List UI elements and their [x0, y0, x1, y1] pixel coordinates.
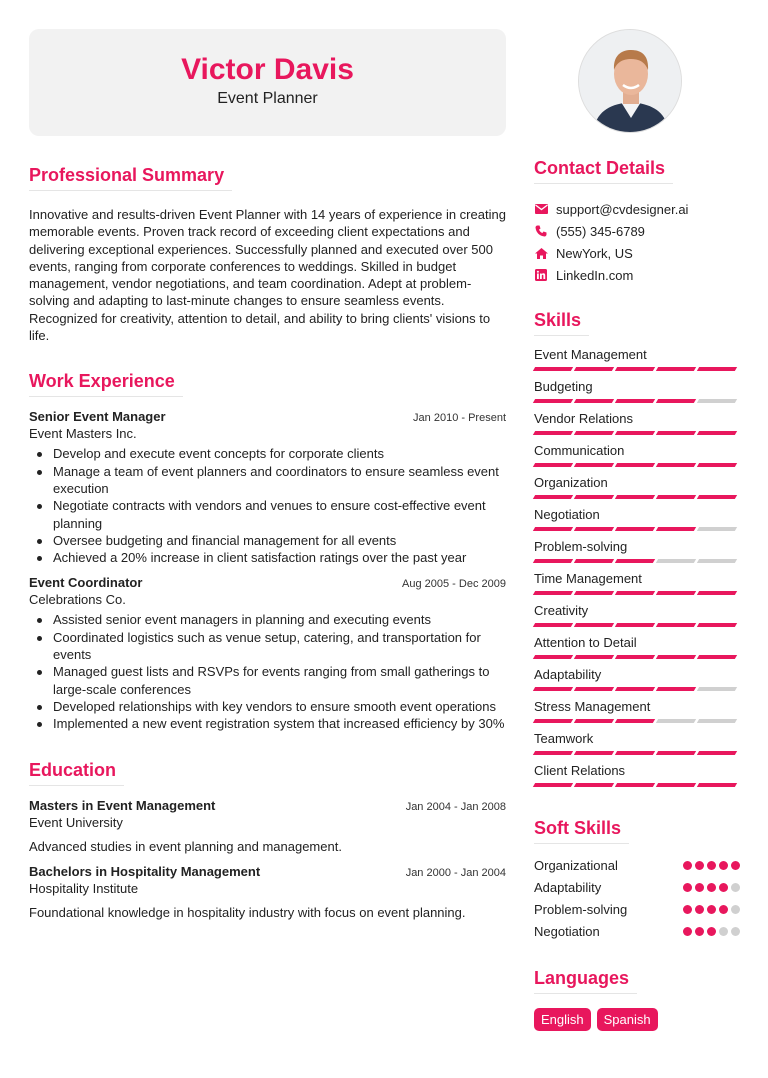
contact-list	[534, 198, 740, 286]
skill-level-segment	[697, 367, 737, 371]
skill-level-segment	[533, 655, 573, 659]
skill-level-segment	[574, 559, 614, 563]
contact-heading: Contact Details	[534, 158, 673, 184]
skill-level-segment	[656, 527, 696, 531]
job-company: Event Masters Inc.	[29, 426, 137, 442]
linkedin-icon	[534, 268, 548, 282]
skill-level-segment	[615, 783, 655, 787]
skill-level-segment	[656, 751, 696, 755]
skill-level-segment	[615, 463, 655, 467]
avatar-icon	[579, 30, 682, 133]
skill-label: Creativity	[534, 603, 589, 618]
job-entry	[29, 575, 506, 732]
skill-level-segment	[656, 719, 696, 723]
soft-skills-heading: Soft Skills	[534, 818, 629, 844]
skills-heading: Skills	[534, 310, 589, 336]
skill-level-segment	[656, 559, 696, 563]
soft-skill-rating	[683, 905, 740, 914]
soft-skill-item	[534, 876, 740, 898]
skill-item	[534, 666, 740, 698]
skill-label: Client Relations	[534, 763, 626, 778]
skills-list	[534, 346, 740, 794]
rating-dot	[707, 905, 716, 914]
location-text: NewYork, US	[556, 245, 633, 261]
skill-level-segment	[615, 527, 655, 531]
languages-list	[534, 1008, 740, 1031]
skill-level-bar	[534, 719, 740, 723]
skill-item	[534, 570, 740, 602]
skill-item	[534, 698, 740, 730]
skill-level-segment	[533, 591, 573, 595]
experience-heading: Work Experience	[29, 371, 183, 397]
skill-level-segment	[574, 655, 614, 659]
skill-label: Time Management	[534, 571, 642, 586]
soft-skill-label: Negotiation	[534, 923, 600, 939]
skill-level-segment	[697, 783, 737, 787]
skill-item	[534, 730, 740, 762]
skill-label: Teamwork	[534, 731, 594, 746]
skill-level-segment	[697, 751, 737, 755]
rating-dot	[707, 927, 716, 936]
skill-level-segment	[697, 495, 737, 499]
school: Event University	[29, 814, 123, 830]
skill-level-segment	[697, 399, 737, 403]
skill-level-bar	[534, 399, 740, 403]
list-item: Negotiate contracts with vendors and venues to ensure cost-effective event planning	[29, 497, 506, 532]
degree: Bachelors in Hospitality Management	[29, 863, 261, 879]
phone-icon	[534, 224, 548, 238]
skill-level-segment	[533, 719, 573, 723]
skill-level-segment	[697, 719, 737, 723]
skill-level-segment	[574, 751, 614, 755]
skill-level-bar	[534, 591, 740, 595]
rating-dot	[695, 927, 704, 936]
skill-label: Stress Management	[534, 699, 651, 714]
header-card	[29, 29, 506, 136]
list-item: Coordinated logistics such as venue setup, catering, and transportation for events	[29, 629, 506, 664]
job-title: Senior Event Manager	[29, 409, 166, 425]
skill-level-bar	[534, 431, 740, 435]
job-date: Aug 2005 - Dec 2009	[402, 578, 506, 591]
skill-level-bar	[534, 623, 740, 627]
skill-level-segment	[615, 431, 655, 435]
contact-location	[534, 242, 740, 264]
linkedin-text: LinkedIn.com	[556, 267, 634, 283]
list-item: Develop and execute event concepts for corporate clients	[29, 445, 506, 462]
language-tag: Spanish	[597, 1008, 658, 1031]
skill-item	[534, 378, 740, 410]
education-heading: Education	[29, 760, 124, 786]
skill-level-segment	[656, 463, 696, 467]
skill-level-segment	[533, 367, 573, 371]
skill-level-segment	[656, 623, 696, 627]
skill-level-segment	[533, 527, 573, 531]
skill-level-segment	[574, 591, 614, 595]
skill-item	[534, 634, 740, 666]
list-item: Managed guest lists and RSVPs for events ranging from small gatherings to large-scale conferences	[29, 663, 506, 698]
email-text: support@cvdesigner.ai	[556, 201, 689, 217]
contact-phone[interactable]	[534, 220, 740, 242]
rating-dot	[719, 927, 728, 936]
rating-dot	[731, 861, 740, 870]
education-desc: Advanced studies in event planning and management.	[29, 838, 342, 854]
skill-label: Attention to Detail	[534, 635, 637, 650]
skill-level-segment	[574, 687, 614, 691]
skill-level-segment	[697, 431, 737, 435]
sidebar-column	[534, 158, 740, 1031]
skill-level-segment	[574, 367, 614, 371]
soft-skill-rating	[683, 883, 740, 892]
skill-level-segment	[615, 559, 655, 563]
rating-dot	[707, 861, 716, 870]
skill-level-segment	[533, 463, 573, 467]
skill-level-segment	[615, 495, 655, 499]
skill-item	[534, 762, 740, 794]
skill-level-segment	[656, 783, 696, 787]
skill-level-segment	[615, 399, 655, 403]
skill-level-segment	[615, 751, 655, 755]
job-title: Event Coordinator	[29, 575, 143, 591]
list-item: Oversee budgeting and financial management for all events	[29, 532, 506, 549]
skill-level-segment	[615, 655, 655, 659]
phone-text: (555) 345-6789	[556, 223, 645, 239]
envelope-icon	[534, 202, 548, 216]
main-column	[29, 165, 506, 920]
skill-level-bar	[534, 367, 740, 371]
skill-level-segment	[574, 399, 614, 403]
skill-level-segment	[574, 527, 614, 531]
rating-dot	[683, 861, 692, 870]
skill-level-segment	[574, 495, 614, 499]
skill-label: Vendor Relations	[534, 411, 634, 426]
skill-level-bar	[534, 495, 740, 499]
summary-heading: Professional Summary	[29, 165, 232, 191]
skill-level-segment	[533, 623, 573, 627]
candidate-name: Victor Davis	[181, 53, 354, 86]
rating-dot	[719, 861, 728, 870]
skill-item	[534, 506, 740, 538]
skill-level-segment	[697, 623, 737, 627]
skill-level-segment	[656, 591, 696, 595]
skill-level-bar	[534, 687, 740, 691]
skill-level-segment	[656, 655, 696, 659]
skill-item	[534, 474, 740, 506]
rating-dot	[707, 883, 716, 892]
soft-skill-label: Organizational	[534, 857, 618, 873]
job-bullets	[29, 445, 506, 566]
education-date: Jan 2004 - Jan 2008	[405, 800, 506, 813]
skill-level-segment	[656, 687, 696, 691]
skill-item	[534, 538, 740, 570]
skill-label: Organization	[534, 475, 608, 490]
skill-level-segment	[574, 719, 614, 723]
job-date: Jan 2010 - Present	[413, 412, 506, 425]
rating-dot	[683, 883, 692, 892]
soft-skill-item	[534, 898, 740, 920]
language-tag: English	[534, 1008, 591, 1031]
skill-level-bar	[534, 751, 740, 755]
skill-item	[534, 442, 740, 474]
skill-level-segment	[615, 367, 655, 371]
skill-label: Adaptability	[534, 667, 602, 682]
job-entry	[29, 409, 506, 566]
list-item: Manage a team of event planners and coordinators to ensure seamless event execution	[29, 463, 506, 498]
soft-skill-item	[534, 854, 740, 876]
education-date: Jan 2000 - Jan 2004	[405, 866, 506, 879]
rating-dot	[683, 905, 692, 914]
rating-dot	[695, 905, 704, 914]
skill-label: Budgeting	[534, 379, 593, 394]
skill-level-segment	[615, 687, 655, 691]
soft-skills-list	[534, 854, 740, 942]
skill-level-segment	[656, 399, 696, 403]
skill-level-segment	[615, 591, 655, 595]
education-entry	[29, 864, 506, 920]
skill-item	[534, 346, 740, 378]
rating-dot	[731, 905, 740, 914]
skill-level-segment	[533, 783, 573, 787]
skill-label: Negotiation	[534, 507, 600, 522]
skill-level-segment	[697, 687, 737, 691]
contact-email[interactable]	[534, 198, 740, 220]
school: Hospitality Institute	[29, 880, 139, 896]
skill-level-segment	[656, 431, 696, 435]
list-item: Implemented a new event registration system that increased efficiency by 30%	[29, 715, 506, 732]
skill-level-segment	[574, 623, 614, 627]
degree: Masters in Event Management	[29, 797, 216, 813]
skill-level-segment	[533, 559, 573, 563]
profile-photo	[578, 29, 682, 133]
skill-label: Problem-solving	[534, 539, 628, 554]
home-icon	[534, 246, 548, 260]
job-company: Celebrations Co.	[29, 592, 126, 608]
skill-item	[534, 410, 740, 442]
candidate-title: Event Planner	[217, 90, 318, 107]
skill-level-segment	[697, 655, 737, 659]
skill-level-segment	[697, 591, 737, 595]
skill-level-segment	[533, 431, 573, 435]
skill-level-segment	[656, 495, 696, 499]
rating-dot	[695, 861, 704, 870]
skill-level-bar	[534, 527, 740, 531]
skill-level-segment	[574, 463, 614, 467]
skill-level-bar	[534, 783, 740, 787]
skill-level-segment	[533, 495, 573, 499]
soft-skill-item	[534, 920, 740, 942]
skill-level-segment	[574, 783, 614, 787]
soft-skill-label: Adaptability	[534, 879, 602, 895]
rating-dot	[731, 883, 740, 892]
contact-linkedin[interactable]	[534, 264, 740, 286]
skill-level-segment	[697, 527, 737, 531]
skill-level-segment	[615, 719, 655, 723]
skill-level-bar	[534, 655, 740, 659]
rating-dot	[731, 927, 740, 936]
rating-dot	[719, 883, 728, 892]
skill-level-segment	[533, 399, 573, 403]
skill-level-segment	[697, 463, 737, 467]
skill-level-bar	[534, 559, 740, 563]
list-item: Assisted senior event managers in planning and executing events	[29, 611, 506, 628]
skill-level-segment	[533, 687, 573, 691]
skill-level-segment	[697, 559, 737, 563]
soft-skill-rating	[683, 927, 740, 936]
rating-dot	[719, 905, 728, 914]
skill-level-segment	[615, 623, 655, 627]
skill-label: Event Management	[534, 347, 647, 362]
skill-level-segment	[574, 431, 614, 435]
languages-heading: Languages	[534, 968, 637, 994]
list-item: Achieved a 20% increase in client satisfaction ratings over the past year	[29, 549, 506, 566]
rating-dot	[683, 927, 692, 936]
education-desc: Foundational knowledge in hospitality industry with focus on event planning.	[29, 904, 466, 920]
list-item: Developed relationships with key vendors to ensure smooth event operations	[29, 698, 506, 715]
skill-level-bar	[534, 463, 740, 467]
summary-text: Innovative and results-driven Event Planner with 14 years of experience in creating memorable events. Proven track record of exceeding client expectations and delivering exceptional experiences. Successfully planned and executed over 500 events, ranging from corporate conferences to weddings. Skilled in budget management, vendor negotiations, and team coordination. Adept at problem-solving and adapting to last-minute changes to ensure seamless events. Recognized for creativity, attention to detail, and ability to bring clients' visions to life.	[29, 207, 506, 344]
soft-skill-label: Problem-solving	[534, 901, 628, 917]
skill-label: Communication	[534, 443, 625, 458]
soft-skill-rating	[683, 861, 740, 870]
rating-dot	[695, 883, 704, 892]
job-bullets	[29, 611, 506, 732]
skill-item	[534, 602, 740, 634]
education-entry	[29, 798, 506, 854]
skill-level-segment	[656, 367, 696, 371]
skill-level-segment	[533, 751, 573, 755]
